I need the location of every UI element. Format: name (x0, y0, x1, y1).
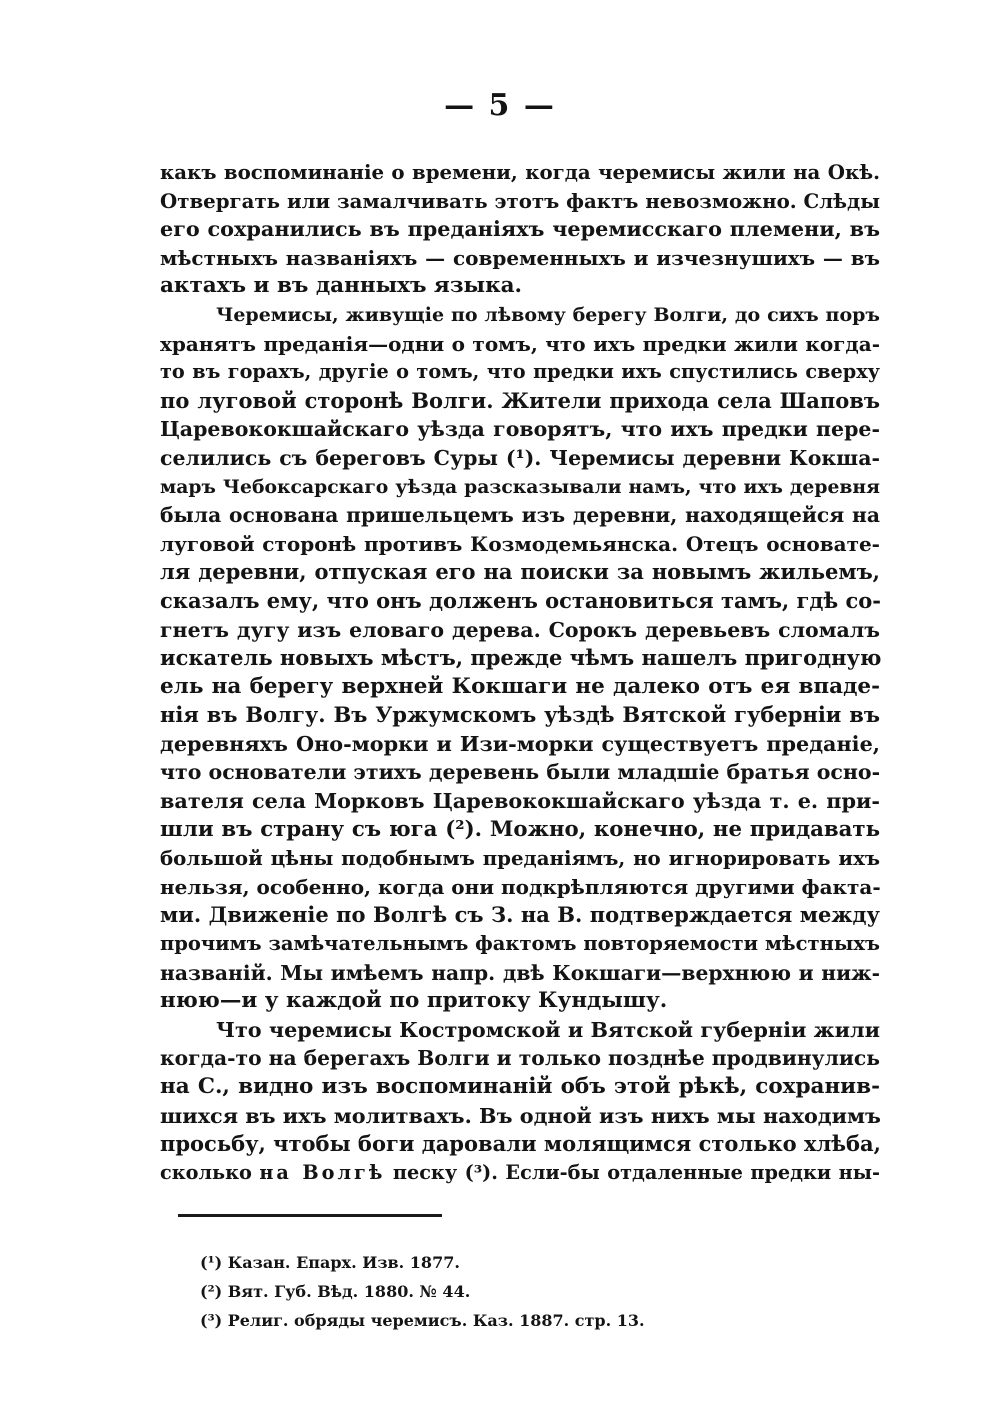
text-fragment: сколько (160, 1160, 260, 1184)
text-line: когда-то на берегахъ Волги и только позднѣе продвинулись (160, 1046, 880, 1071)
paragraph-3 (160, 1016, 880, 1188)
text-line: ми. Движеніе по Волгѣ съ З. на В. подтверждается между (160, 902, 880, 928)
text-line: названій. Мы имѣемъ напр. двѣ Кокшаги—верхнюю и ниж- (160, 960, 880, 985)
text-line: селились съ береговъ Суры (¹). Черемисы деревни Кокша- (160, 445, 880, 470)
paragraph-1 (160, 158, 880, 301)
text-line: актахъ и въ данныхъ языка. (160, 273, 523, 299)
text-line: хранятъ преданія—одни о томъ, что ихъ предки жили когда- (160, 331, 880, 356)
main-text (160, 158, 880, 1187)
text-line: нельзя, особенно, когда они подкрѣпляются другими факта- (160, 874, 881, 899)
text-line: была основана пришельцемъ изъ деревни, находящейся на (160, 503, 880, 528)
text-line: нюю—и у каждой по притоку Кундышу. (160, 988, 668, 1014)
text-line: Черемисы, живущіе по лѣвому берегу Волги, до сихъ поръ (216, 303, 880, 326)
text-line: что основатели этихъ деревень были младшіе братья осно- (160, 760, 881, 785)
text-line: просьбу, чтобы боги даровали молящимся столько хлѣба, (160, 1131, 881, 1157)
footnote-3: (³) Религ. обряды черемисъ. Каз. 1887. стр. 13. (200, 1311, 645, 1330)
page-number: — 5 — (444, 88, 556, 123)
footnote-divider (178, 1214, 442, 1217)
footnote-1: (¹) Казан. Епарх. Изв. 1877. (200, 1253, 460, 1272)
text-line-final (160, 1159, 880, 1188)
text-line: какъ воспоминаніе о времени, когда черемисы жили на Окѣ. (160, 160, 880, 184)
text-line: луговой сторонѣ противъ Козмодемьянска. Отецъ основате- (160, 531, 880, 556)
text-line: по луговой сторонѣ Волги. Жители прихода села Шаповъ (160, 387, 880, 413)
text-line: деревняхъ Оно-морки и Изи-морки существуетъ преданіе, (160, 731, 880, 756)
spaced-emphasis: на Волгѣ (259, 1160, 386, 1184)
text-line: гнетъ дугу изъ еловаго дерева. Сорокъ деревьевъ сломалъ (160, 617, 880, 642)
text-line: его сохранились въ преданіяхъ черемисскаго племени, въ (160, 217, 880, 242)
text-line: шли въ страну съ юга (²). Можно, конечно, не придавать (160, 816, 880, 842)
footnotes (200, 1248, 800, 1335)
text-line: то въ горахъ, другіе о томъ, что предки ихъ спустились сверху (160, 360, 880, 384)
text-line: ель на берегу верхней Кокшаги не далеко отъ ея впаде- (160, 673, 880, 699)
text-line: маръ Чебоксарскаго уѣзда разсказывали намъ, что ихъ деревня (160, 475, 880, 498)
text-line: нія въ Волгу. Въ Уржумскомъ уѣздѣ Вятской губерніи въ (160, 702, 880, 728)
text-line: искатель новыхъ мѣстъ, прежде чѣмъ нашелъ пригодную (160, 645, 882, 671)
paragraph-2 (160, 301, 880, 1016)
text-fragment: песку (³). Если-бы отдаленные предки ны- (385, 1160, 881, 1184)
text-line: Отвергать или замалчивать этотъ фактъ невозможно. Слѣды (160, 188, 880, 213)
text-line: Царевококшайскаго уѣзда говорятъ, что ихъ предки пере- (160, 417, 880, 442)
text-line: вателя села Морковъ Царевококшайскаго уѣзда т. е. при- (160, 789, 880, 814)
text-line: на С., видно изъ воспоминаній объ этой рѣкѣ, сохранив- (160, 1074, 880, 1099)
text-line: Что черемисы Костромской и Вятской губерніи жили (216, 1017, 880, 1042)
text-line: сказалъ ему, что онъ долженъ остановиться тамъ, гдѣ со- (160, 587, 882, 613)
text-line: ля деревни, отпуская его на поиски за новымъ жильемъ, (160, 559, 880, 585)
text-line: мѣстныхъ названіяхъ — современныхъ и изчезнушихъ — въ (160, 245, 880, 270)
text-line: прочимъ замѣчательнымъ фактомъ повторяемости мѣстныхъ (160, 932, 880, 956)
text-line: большой цѣны подобнымъ преданіямъ, но игнорировать ихъ (160, 846, 880, 871)
footnote-2: (²) Вят. Губ. Вѣд. 1880. № 44. (200, 1282, 471, 1301)
text-line: шихся въ ихъ молитвахъ. Въ одной изъ нихъ мы находимъ (160, 1103, 881, 1128)
